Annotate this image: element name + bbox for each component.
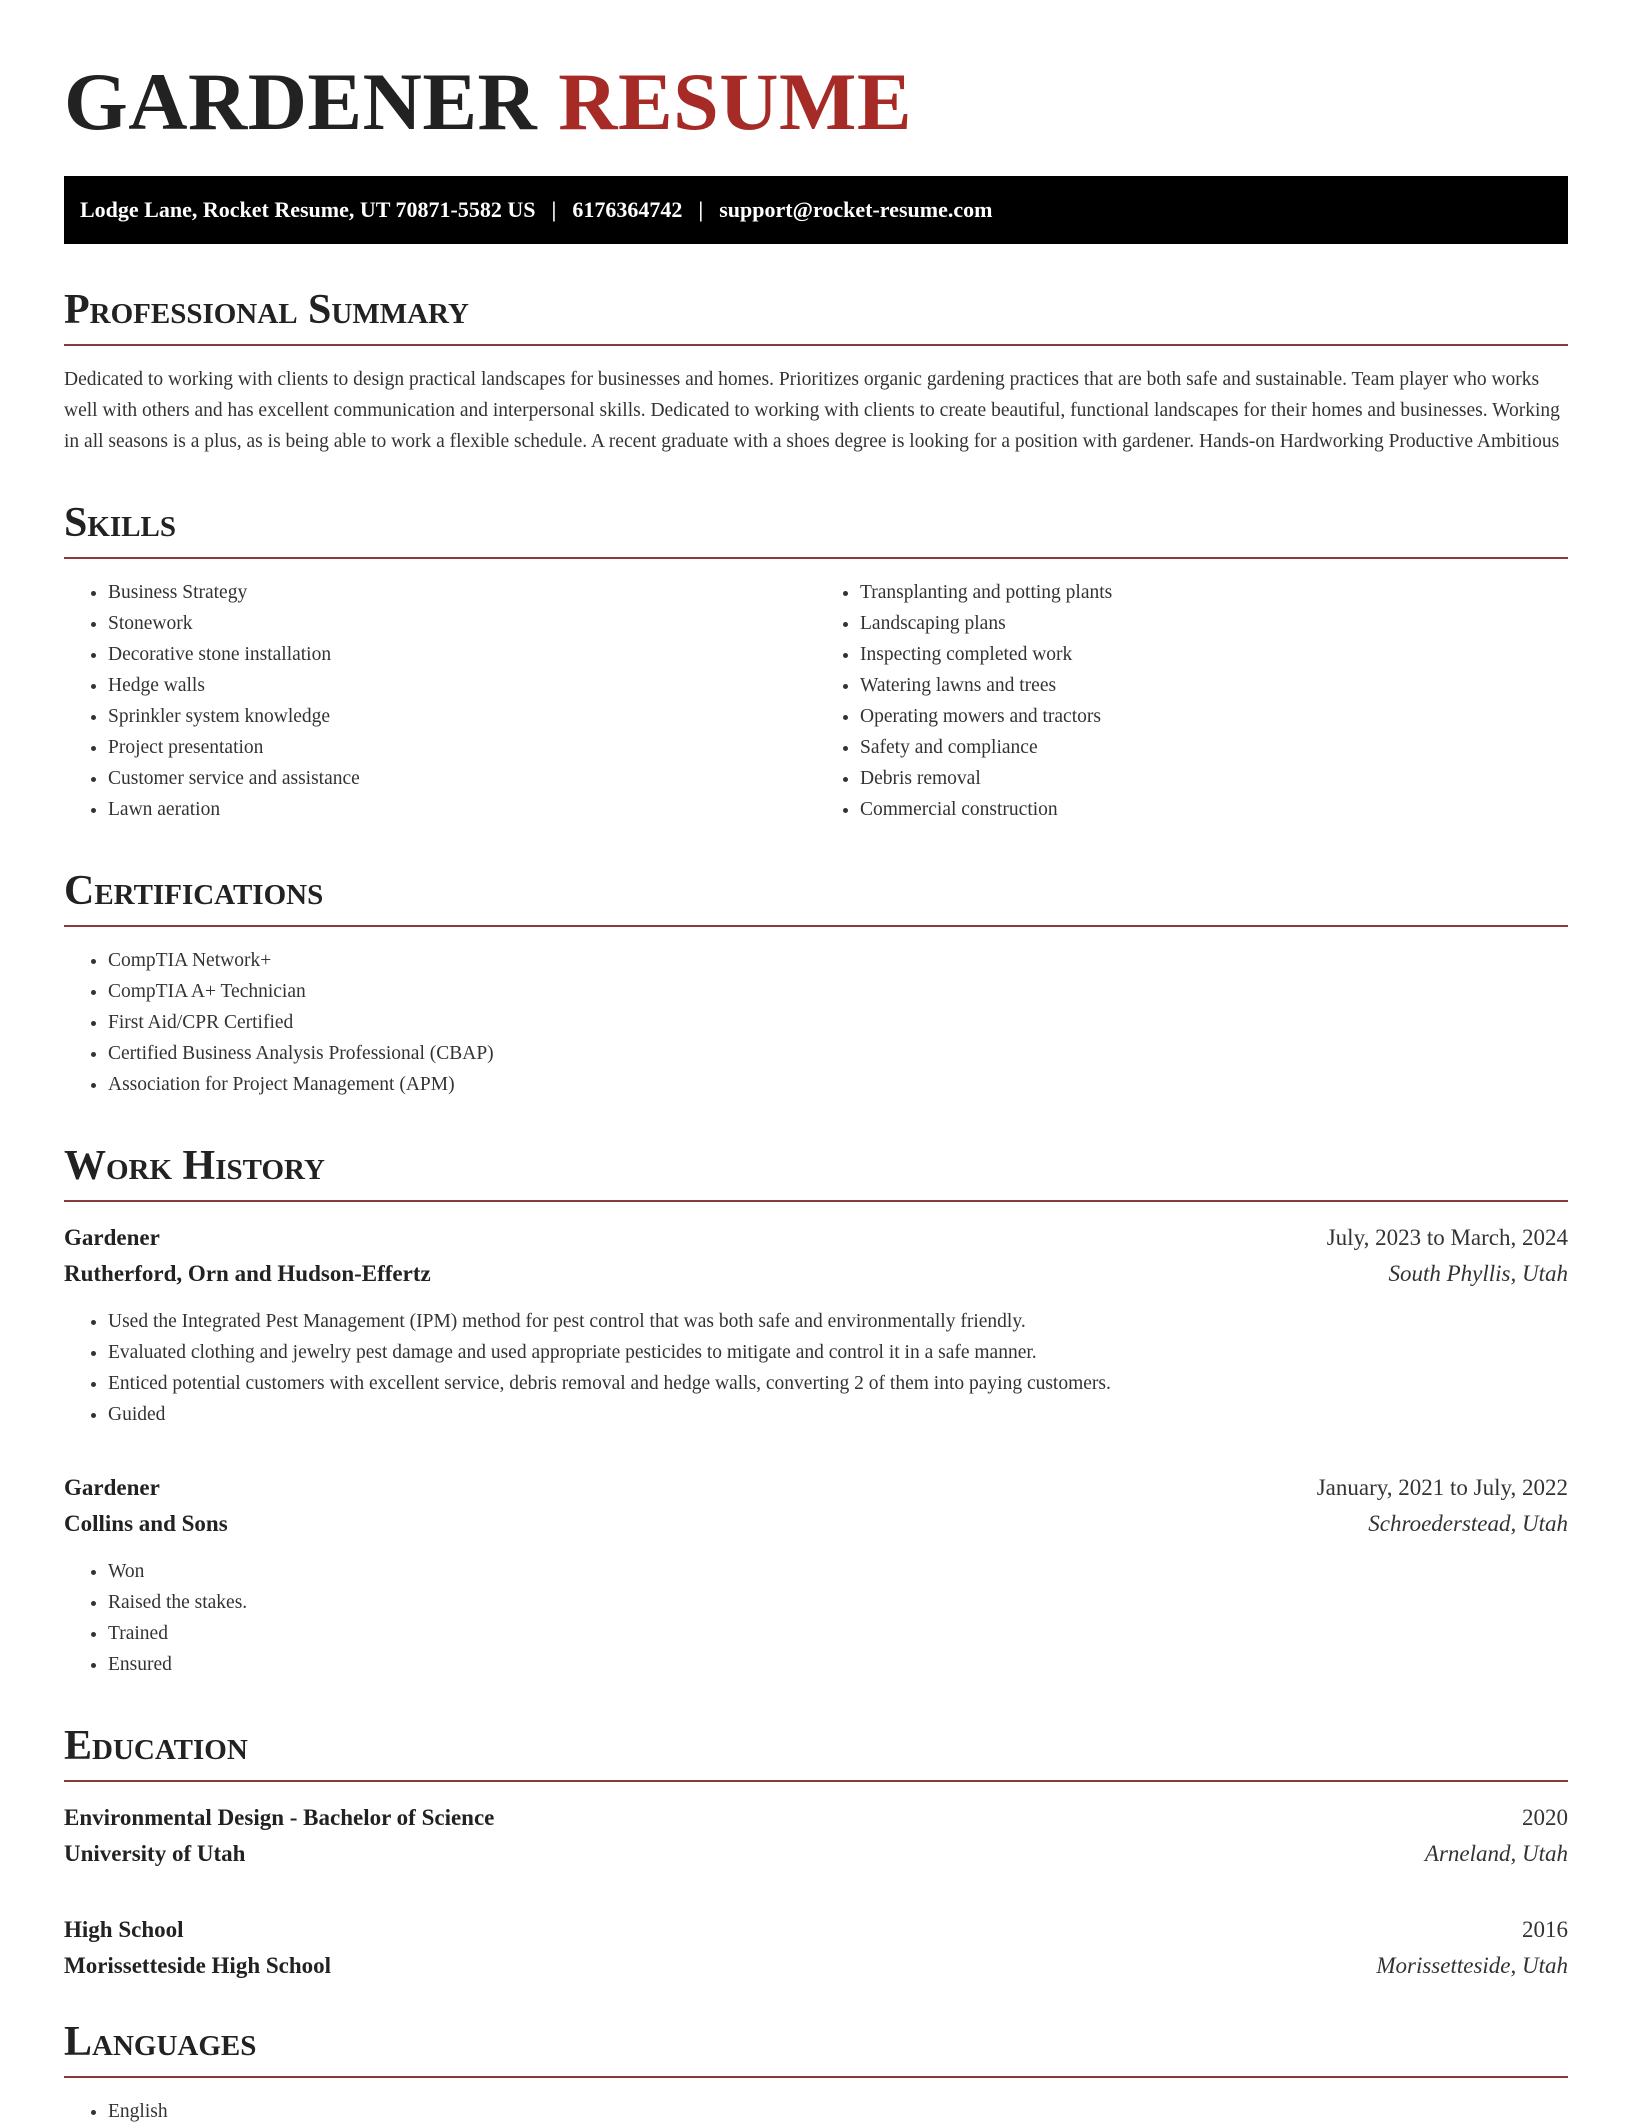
job-location: South Phyllis, Utah [1388,1261,1568,1286]
job-company-row [64,1256,1568,1292]
job-duty: • Trained [108,1618,1568,1649]
education-heading: Education [64,1724,1568,1782]
skill-item: • Watering lawns and trees [860,670,1568,701]
skill-item: • Customer service and assistance [108,763,816,794]
certification-item: • Association for Project Management (APM) [108,1069,1568,1100]
education-degree: High School [64,1917,184,1942]
skills-section [64,501,1568,825]
skill-item: • Landscaping plans [860,608,1568,639]
skills-list-right [816,577,1568,825]
title-main: GARDENER [64,56,538,147]
skill-item: • Sprinkler system knowledge [108,701,816,732]
skill-item: • Debris removal [860,763,1568,794]
contact-address: Lodge Lane, Rocket Resume, UT 70871-5582 US [80,197,536,222]
education-school: Morissetteside High School [64,1953,332,1978]
skill-item: • Operating mowers and tractors [860,701,1568,732]
contact-separator: | [551,197,557,222]
skills-heading: Skills [64,501,1568,559]
education-school-row [64,1836,1568,1872]
skills-list-left [64,577,816,825]
job-duty: • Raised the stakes. [108,1587,1568,1618]
summary-text: Dedicated to working with clients to design practical landscapes for businesses and homes. Prioritizes organic gardening practices that are both safe and sustainable. Team player who works well with others and has excellent communication and interpersonal skills. Dedicated to working with clients to create beautiful, functional landscapes for their homes and businesses. Working in all seasons is a plus, as is being able to work a flexible schedule. A recent graduate with a shoes degree is looking for a position with gardener. Hands-on Hardworking Productive Ambitious [64,369,1560,452]
job-company: Rutherford, Orn and Hudson-Effertz [64,1261,431,1286]
certification-item: • CompTIA A+ Technician [108,976,1568,1007]
certifications-section [64,869,1568,1100]
education-school: University of Utah [64,1841,246,1866]
job-duty: • Guided [108,1399,1568,1430]
job-duties-list [64,1306,1568,1430]
job-entry [64,1220,1568,1430]
job-location: Schroederstead, Utah [1368,1511,1568,1536]
education-school-row [64,1948,1568,1984]
education-entry [64,1800,1568,1872]
job-entry [64,1470,1568,1680]
contact-email: support@rocket-resume.com [719,197,993,222]
languages-heading: Languages [64,2020,1568,2078]
job-duty: • Used the Integrated Pest Management (IPM) method for pest control that was both safe and environmentally friendly. [108,1306,1568,1337]
skill-item: • Decorative stone installation [108,639,816,670]
language-item: • English [108,2096,1568,2127]
job-dates: January, 2021 to July, 2022 [1316,1475,1568,1500]
certification-item: • First Aid/CPR Certified [108,1007,1568,1038]
job-duty: • Won [108,1556,1568,1587]
skills-grid [64,559,1568,825]
skill-item: • Lawn aeration [108,794,816,825]
job-duty: • Ensured [108,1649,1568,1680]
job-company-row [64,1506,1568,1542]
contact-bar [64,176,1568,244]
certifications-heading: Certifications [64,869,1568,927]
skill-item: • Project presentation [108,732,816,763]
job-duties-list [64,1556,1568,1680]
summary-section [64,288,1568,457]
skill-item: • Stonework [108,608,816,639]
education-entry [64,1912,1568,1984]
skill-item: • Business Strategy [108,577,816,608]
job-header-row [64,1470,1568,1506]
contact-separator: | [698,197,704,222]
education-location: Morissetteside, Utah [1376,1953,1568,1978]
certification-item: • CompTIA Network+ [108,945,1568,976]
education-section [64,1724,1568,1984]
resume-title [64,56,1568,148]
education-year: 2016 [1522,1917,1568,1942]
certifications-list [64,945,1568,1100]
job-dates: July, 2023 to March, 2024 [1326,1225,1568,1250]
skill-item: • Transplanting and potting plants [860,577,1568,608]
job-title: Gardener [64,1475,160,1500]
certification-item: • Certified Business Analysis Professional (CBAP) [108,1038,1568,1069]
work-history-heading: Work History [64,1144,1568,1202]
education-year: 2020 [1522,1805,1568,1830]
education-degree: Environmental Design - Bachelor of Science [64,1805,495,1830]
job-duty: • Evaluated clothing and jewelry pest damage and used appropriate pesticides to mitigate and control it in a safe manner. [108,1337,1568,1368]
skill-item: • Inspecting completed work [860,639,1568,670]
work-history-section [64,1144,1568,1680]
skill-item: • Safety and compliance [860,732,1568,763]
education-degree-row [64,1912,1568,1948]
title-accent: RESUME [558,56,913,147]
skill-item: • Commercial construction [860,794,1568,825]
languages-section [64,2020,1568,2127]
job-header-row [64,1220,1568,1256]
education-location: Arneland, Utah [1424,1841,1568,1866]
summary-heading: Professional Summary [64,288,1568,346]
job-title: Gardener [64,1225,160,1250]
contact-phone: 6176364742 [572,197,683,222]
skill-item: • Hedge walls [108,670,816,701]
job-company: Collins and Sons [64,1511,228,1536]
job-duty: • Enticed potential customers with excellent service, debris removal and hedge walls, converting 2 of them into paying customers. [108,1368,1568,1399]
education-degree-row [64,1800,1568,1836]
